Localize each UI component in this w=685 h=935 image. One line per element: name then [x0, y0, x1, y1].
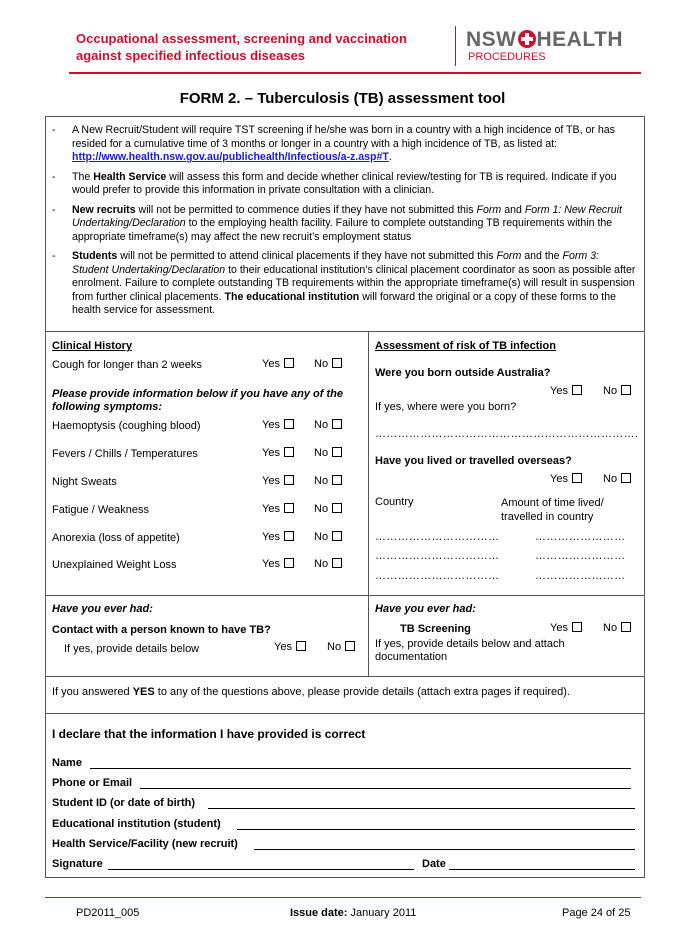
health-facility-label: Health Service/Facility (new recruit) — [52, 838, 238, 850]
date-field[interactable] — [449, 869, 635, 870]
country-column-label: Country — [375, 496, 414, 508]
header-separator — [455, 26, 456, 66]
yes-option[interactable]: Yes — [274, 641, 306, 653]
educational-institution-field[interactable] — [237, 829, 635, 830]
phone-email-field[interactable] — [140, 788, 631, 789]
intro-notes — [52, 124, 637, 324]
yes-option[interactable]: Yes — [550, 473, 582, 485]
date-label: Date — [422, 858, 446, 870]
phone-email-label: Phone or Email — [52, 777, 133, 789]
educational-institution-label: Educational institution (student) — [52, 818, 221, 830]
logo-subtitle: PROCEDURES — [468, 51, 546, 63]
header-rule — [69, 72, 641, 74]
section-divider — [45, 713, 645, 714]
yes-option[interactable]: Yes — [262, 503, 294, 515]
no-option[interactable]: No — [314, 358, 342, 370]
checkbox-icon[interactable] — [621, 622, 631, 632]
checkbox-icon[interactable] — [572, 385, 582, 395]
yes-option[interactable]: Yes — [262, 358, 294, 370]
checkbox-icon[interactable] — [284, 558, 294, 568]
nsw-health-logo — [466, 28, 623, 52]
section-divider — [45, 676, 645, 677]
section-divider — [45, 595, 645, 596]
student-id-label: Student ID (or date of birth) — [52, 797, 195, 809]
no-option[interactable]: No — [314, 447, 342, 459]
checkbox-icon[interactable] — [284, 503, 294, 513]
section-divider — [45, 331, 645, 332]
header-title-line1: Occupational assessment, screening and vaccination — [76, 31, 407, 46]
symptom-label: Night Sweats — [52, 476, 117, 488]
header-title-line2: against specified infectious diseases — [76, 48, 306, 63]
intro-item: - The Health Service will assess this form and decide whether clinical review/testing for TB is required. Indicate if you would prefer to provide this information in private consultation with a clinician. — [52, 170, 617, 196]
checkbox-icon[interactable] — [332, 475, 342, 485]
checkbox-icon[interactable] — [296, 641, 306, 651]
page-number: Page 24 of 25 — [562, 907, 631, 919]
lived-overseas-question: Have you lived or travelled overseas? — [375, 455, 572, 467]
symptom-label: Cough for longer than 2 weeks — [52, 359, 202, 371]
time-field[interactable]: …………………… — [535, 570, 626, 582]
no-option[interactable]: No — [327, 641, 355, 653]
born-outside-question: Were you born outside Australia? — [375, 367, 551, 379]
checkbox-icon[interactable] — [332, 447, 342, 457]
checkbox-icon[interactable] — [332, 419, 342, 429]
country-field[interactable]: …………………………… — [375, 550, 500, 562]
checkbox-icon[interactable] — [332, 558, 342, 568]
footer-rule — [45, 897, 641, 898]
ever-had-heading: Have you ever had: — [375, 603, 476, 615]
checkbox-icon[interactable] — [284, 419, 294, 429]
form-title: FORM 2. – Tuberculosis (TB) assessment tool — [179, 90, 506, 107]
checkbox-icon[interactable] — [284, 447, 294, 457]
no-option[interactable]: No — [314, 503, 342, 515]
ever-had-heading: Have you ever had: — [52, 603, 153, 615]
no-option[interactable]: No — [314, 558, 342, 570]
birthplace-field[interactable]: ……………………………………………………………. — [375, 428, 639, 440]
checkbox-icon[interactable] — [345, 641, 355, 651]
signature-label: Signature — [52, 858, 103, 870]
contact-details-label: If yes, provide details below — [64, 643, 200, 655]
name-label: Name — [52, 757, 82, 769]
logo-text-right: HEALTH — [536, 28, 624, 51]
logo-text-left: NSW — [466, 28, 517, 51]
yes-option[interactable]: Yes — [262, 531, 294, 543]
checkbox-icon[interactable] — [284, 475, 294, 485]
yes-option[interactable]: Yes — [262, 447, 294, 459]
checkbox-icon[interactable] — [284, 358, 294, 368]
yes-option[interactable]: Yes — [550, 622, 582, 634]
checkbox-icon[interactable] — [284, 531, 294, 541]
checkbox-icon[interactable] — [332, 531, 342, 541]
no-option[interactable]: No — [314, 419, 342, 431]
symptoms-instruction: Please provide information below if you have any of the following symptoms: — [52, 388, 343, 413]
symptom-label: Haemoptysis (coughing blood) — [52, 420, 201, 432]
signature-field[interactable] — [108, 869, 414, 870]
time-field[interactable]: …………………… — [535, 550, 626, 562]
intro-item: - Students will not be permitted to attend clinical placements if they have not submitted this Form and the Form 3: Student Undertaking/Declaration to their educational institution’s clinical placement coordinator as soon as possible after enrolment. Failure to complete outstanding TB requirements within the appropriate timeframe(s) will result in suspension from further clinical placements. The educational institution will forward the original or a copy of these forms to the health service for assessment. — [52, 250, 636, 316]
tb-screening-label: TB Screening — [400, 623, 471, 635]
symptom-label: Fatigue / Weakness — [52, 504, 150, 516]
red-cross-icon — [518, 30, 536, 48]
born-where-label: If yes, where were you born? — [375, 401, 517, 413]
contact-question: Contact with a person known to have TB? — [52, 624, 271, 636]
column-divider — [368, 331, 369, 676]
no-option[interactable]: No — [314, 475, 342, 487]
risk-assessment-heading: Assessment of risk of TB infection — [375, 340, 556, 352]
symptom-label: Anorexia (loss of appetite) — [52, 532, 180, 544]
symptom-label: Fevers / Chills / Temperatures — [52, 448, 198, 460]
checkbox-icon[interactable] — [572, 473, 582, 483]
no-option[interactable]: No — [603, 385, 631, 397]
health-facility-field[interactable] — [254, 849, 635, 850]
no-option[interactable]: No — [314, 531, 342, 543]
clinical-history-heading: Clinical History — [52, 340, 133, 352]
issue-date: Issue date: January 2011 — [290, 907, 417, 919]
checkbox-icon[interactable] — [332, 358, 342, 368]
no-option[interactable]: No — [603, 622, 631, 634]
yes-option[interactable]: Yes — [262, 475, 294, 487]
no-option[interactable]: No — [603, 473, 631, 485]
time-column-label: Amount of time lived/ travelled in country — [501, 497, 604, 523]
country-field[interactable]: …………………………… — [375, 531, 500, 543]
yes-option[interactable]: Yes — [262, 419, 294, 431]
document-code: PD2011_005 — [76, 907, 140, 919]
answered-yes-note: If you answered YES to any of the questions above, please provide details (attach extra pages if required). — [52, 686, 570, 698]
declaration-heading: I declare that the information I have provided is correct — [52, 727, 366, 741]
time-field[interactable]: …………………… — [535, 531, 626, 543]
checkbox-icon[interactable] — [572, 622, 582, 632]
tb-incidence-link[interactable]: http://www.health.nsw.gov.au/publichealth/Infectious/a-z.asp#T — [72, 151, 389, 163]
intro-item: - A New Recruit/Student will require TST screening if he/she was born in a country with a high incidence of TB, or has resided for a cumulative time of 3 months or longer in a country with a high incidence of TB, as listed at: http://www.health.nsw.gov.au/publichealth/Infectious/a-z.asp#T. — [52, 124, 615, 163]
yes-option[interactable]: Yes — [262, 558, 294, 570]
checkbox-icon[interactable] — [621, 473, 631, 483]
screening-details-label: If yes, provide details below and attach documentation — [375, 638, 565, 663]
name-field[interactable] — [90, 768, 631, 769]
checkbox-icon[interactable] — [332, 503, 342, 513]
student-id-field[interactable] — [208, 808, 635, 809]
checkbox-icon[interactable] — [621, 385, 631, 395]
intro-item: - New recruits will not be permitted to commence duties if they have not submitted this Form and Form 1: New Recruit Undertaking/Declaration to the employing health facility. Failure to complete outstanding TB requirements within the appropriate timeframe(s) may affect the new recruit’s employment status — [52, 203, 622, 243]
yes-option[interactable]: Yes — [550, 385, 582, 397]
document-header-title — [76, 30, 456, 64]
symptom-label: Unexplained Weight Loss — [52, 559, 177, 571]
country-field[interactable]: …………………………… — [375, 570, 500, 582]
